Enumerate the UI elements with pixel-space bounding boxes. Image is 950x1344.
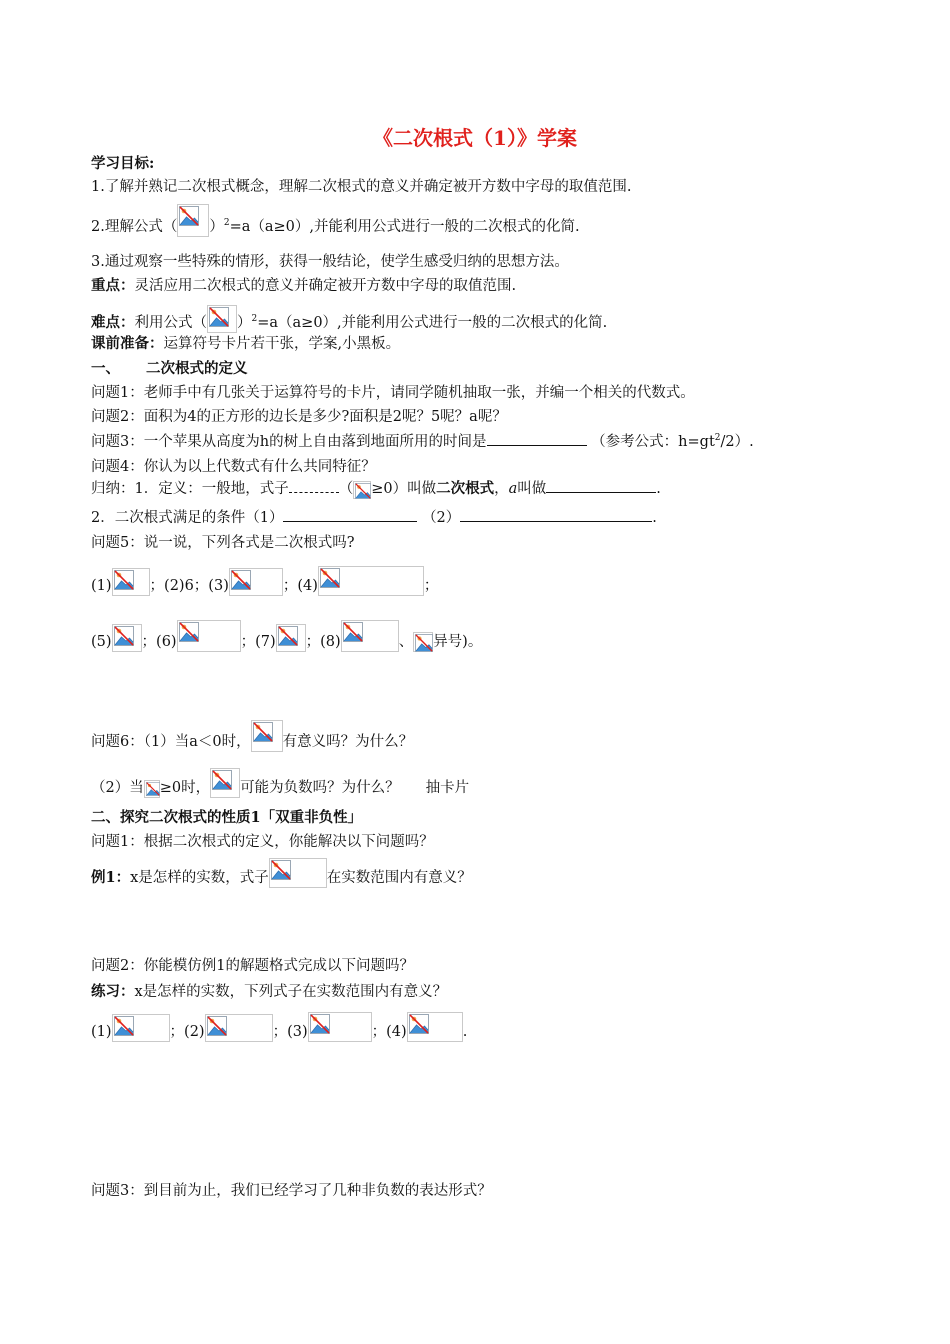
- key-point: 重点：灵活应用二次根式的意义并确定被开方数中字母的取值范围.: [91, 277, 517, 294]
- formula-image-icon: [318, 566, 424, 596]
- section-2-question-2: 问题2：你能模仿例1的解题格式完成以下问题吗？: [91, 958, 414, 974]
- formula-image-icon: [144, 780, 160, 798]
- formula-image-icon: [413, 632, 433, 652]
- formula-image-icon: [407, 1012, 463, 1042]
- preparation: 课前准备：运算符号卡片若干张，学案,小黑板。: [91, 335, 401, 352]
- summary-conditions: 2．二次根式满足的条件（1） （2） .: [91, 510, 657, 526]
- question-5: 问题5：说一说，下列各式是二次根式吗?: [91, 535, 355, 551]
- practice-items: (1) ；(2) ；(3) ；(4) .: [91, 1012, 467, 1042]
- formula-image-icon: [112, 624, 142, 652]
- formula-image-icon: [210, 768, 240, 798]
- goal-2: 2.理解公式（ ）$^2$=a（a≥0）,并能利用公式进行一般的二次根式的化简.: [91, 204, 580, 237]
- difficult-point: 难点：利用公式（ ）$^2$=a（a≥0）,并能利用公式进行一般的二次根式的化简.: [91, 305, 607, 333]
- formula-image-icon: [177, 620, 241, 652]
- section-2-question-3: 问题3：到目前为止，我们已经学习了几种非负数的表达形式？: [91, 1183, 492, 1199]
- section-2-question-1: 问题1：根据二次根式的定义，你能解决以下问题吗？: [91, 834, 434, 850]
- goal-1: 1.了解并熟记二次根式概念，理解二次根式的意义并确定被开方数中字母的取值范围.: [91, 179, 632, 195]
- formula-image-icon: [341, 620, 399, 652]
- formula-image-icon: [112, 568, 150, 596]
- summary-definition: 归纳：1．定义：一般地，式子 （ ≥0）叫做二次根式，a叫做 .: [91, 480, 661, 497]
- formula-image-icon: [207, 305, 237, 333]
- question-5-items-row-2: (5) ；(6) ；(7) ；(8) 、 异号)。: [91, 620, 482, 652]
- question-4: 问题4：你认为以上代数式有什么共同特征？: [91, 459, 376, 475]
- formula-image-icon: [177, 204, 209, 237]
- formula-image-icon: [276, 624, 306, 652]
- formula-image-icon: [205, 1014, 273, 1042]
- section-1-heading: 一、 二次根式的定义: [91, 360, 248, 377]
- question-6-part-1: 问题6：（1）当a＜0时， 有意义吗？为什么？: [91, 720, 413, 752]
- formula-image-icon: [269, 858, 327, 888]
- question-6-part-2: （2）当 ≥0时， 可能为负数吗？为什么？ 抽卡片: [91, 768, 469, 798]
- question-2: 问题2：面积为4的正方形的边长是多少?面积是2呢？5呢？a呢？: [91, 409, 507, 425]
- page-title: 《二次根式（1）》学案: [373, 126, 577, 150]
- formula-image-icon: [229, 568, 283, 596]
- formula-image-icon: [308, 1012, 372, 1042]
- goals-label: 学习目标:: [91, 155, 155, 172]
- example-1: 例1：x是怎样的实数，式子 在实数范围内有意义？: [91, 858, 472, 888]
- question-1: 问题1：老师手中有几张关于运算符号的卡片，请同学随机抽取一张，并编一个相关的代数式。: [91, 385, 695, 401]
- section-2-heading: 二、探究二次根式的性质1「双重非负性」: [91, 809, 363, 826]
- question-5-items-row-1: (1) ；(2)6；(3) ；(4) ；: [91, 566, 438, 596]
- formula-image-icon: [251, 720, 283, 752]
- formula-image-icon: [112, 1014, 170, 1042]
- formula-image-icon: [353, 481, 371, 499]
- question-3: 问题3：一个苹果从高度为h的树上自由落到地面所用的时间是 （参考公式：$h=gt^2/2$）.: [91, 433, 754, 450]
- practice: 练习：x是怎样的实数，下列式子在实数范围内有意义？: [91, 983, 448, 1000]
- goal-3: 3.通过观察一些特殊的情形，获得一般结论，使学生感受归纳的思想方法。: [91, 254, 569, 270]
